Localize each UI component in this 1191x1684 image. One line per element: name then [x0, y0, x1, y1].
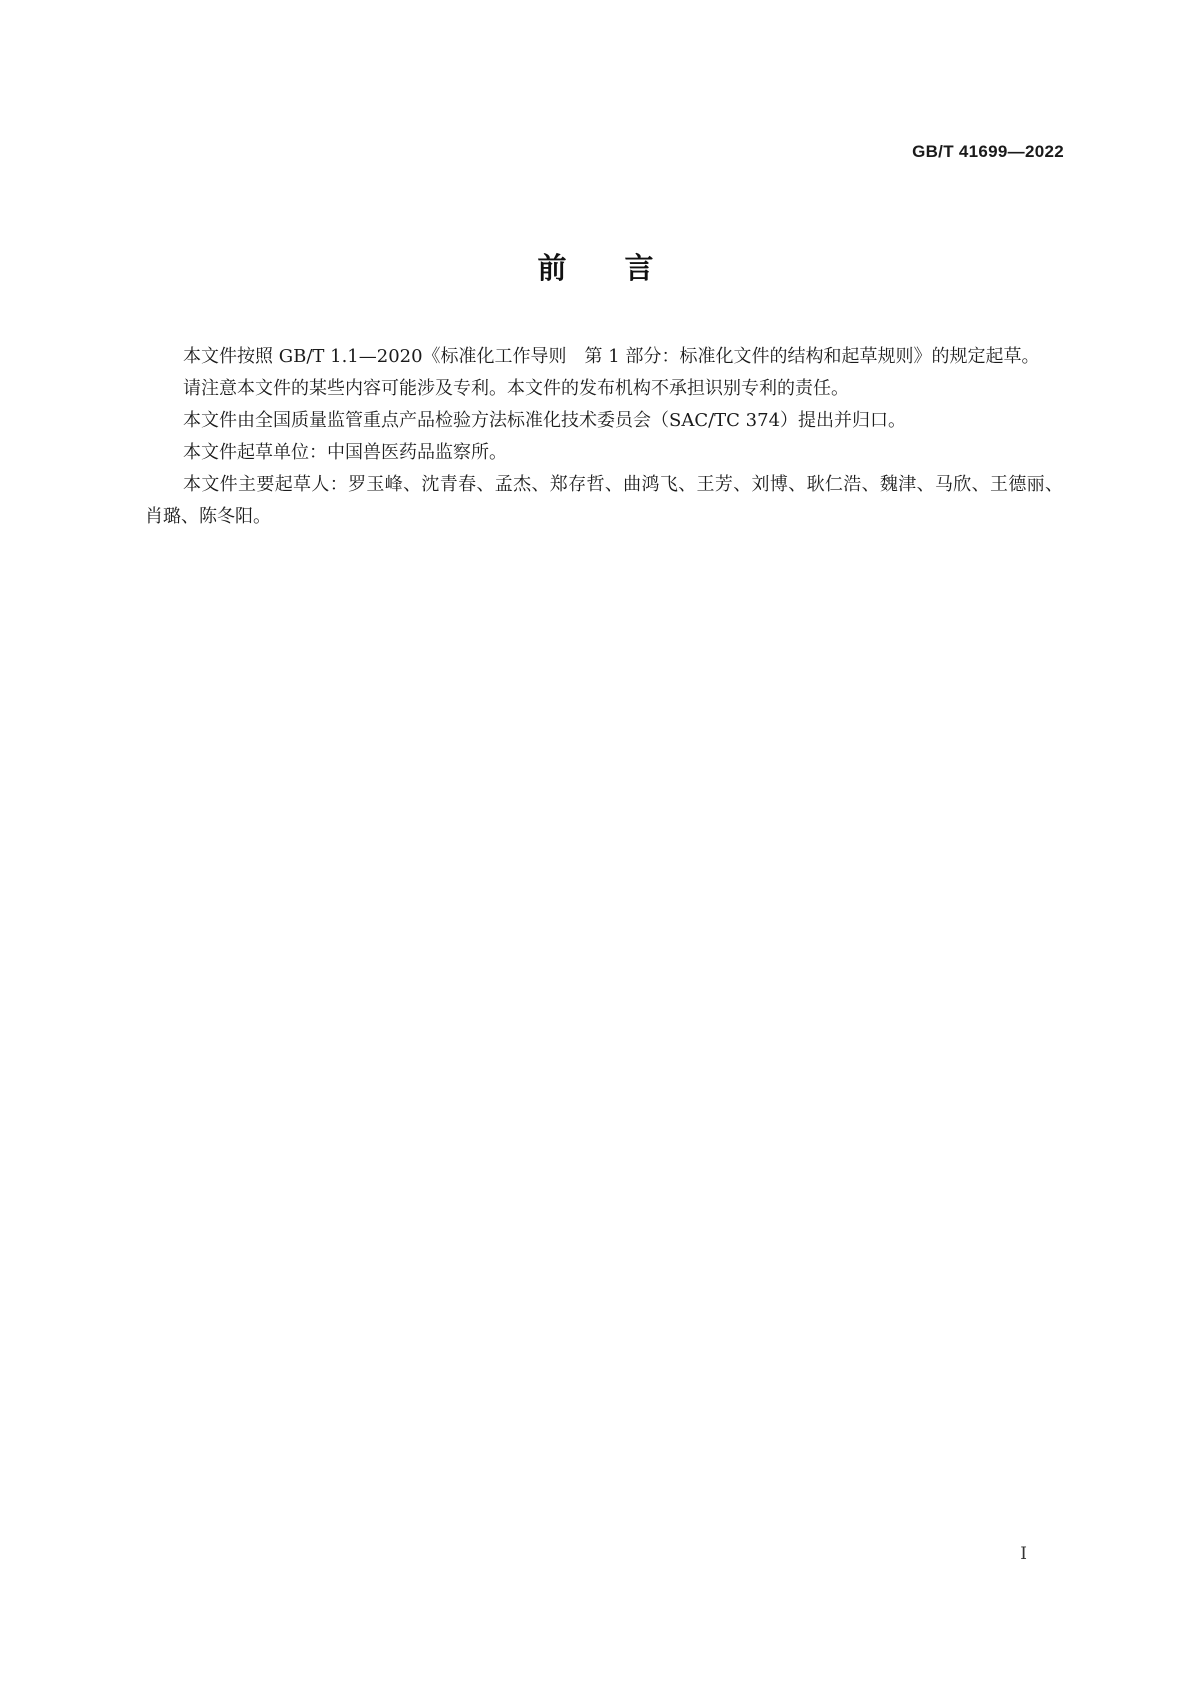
paragraph-drafting-unit: 本文件起草单位：中国兽医药品监察所。	[183, 442, 507, 463]
paragraph-patent-notice: 请注意本文件的某些内容可能涉及专利。本文件的发布机构不承担识别专利的责任。	[183, 378, 849, 399]
paragraph-drafting-rules: 本文件按照 GB/T 1.1—2020《标准化工作导则 第 1 部分：标准化文件的结构和起草规则》的规定起草。	[183, 346, 1040, 367]
standard-code: GB/T 41699—2022	[912, 142, 1064, 161]
foreword-body	[145, 341, 1063, 533]
title-part-2: 言	[624, 251, 654, 285]
page-number: I	[1020, 1544, 1027, 1564]
page-title	[0, 246, 1191, 287]
title-part-1: 前	[537, 251, 567, 285]
paragraph-proposer: 本文件由全国质量监管重点产品检验方法标准化技术委员会（SAC/TC 374）提出并归口。	[183, 410, 907, 431]
paragraph-drafters: 本文件主要起草人：罗玉峰、沈青春、孟杰、郑存哲、曲鸿飞、王芳、刘博、耿仁浩、魏津、马欣、王德丽、肖璐、陈冬阳。	[145, 474, 1063, 527]
